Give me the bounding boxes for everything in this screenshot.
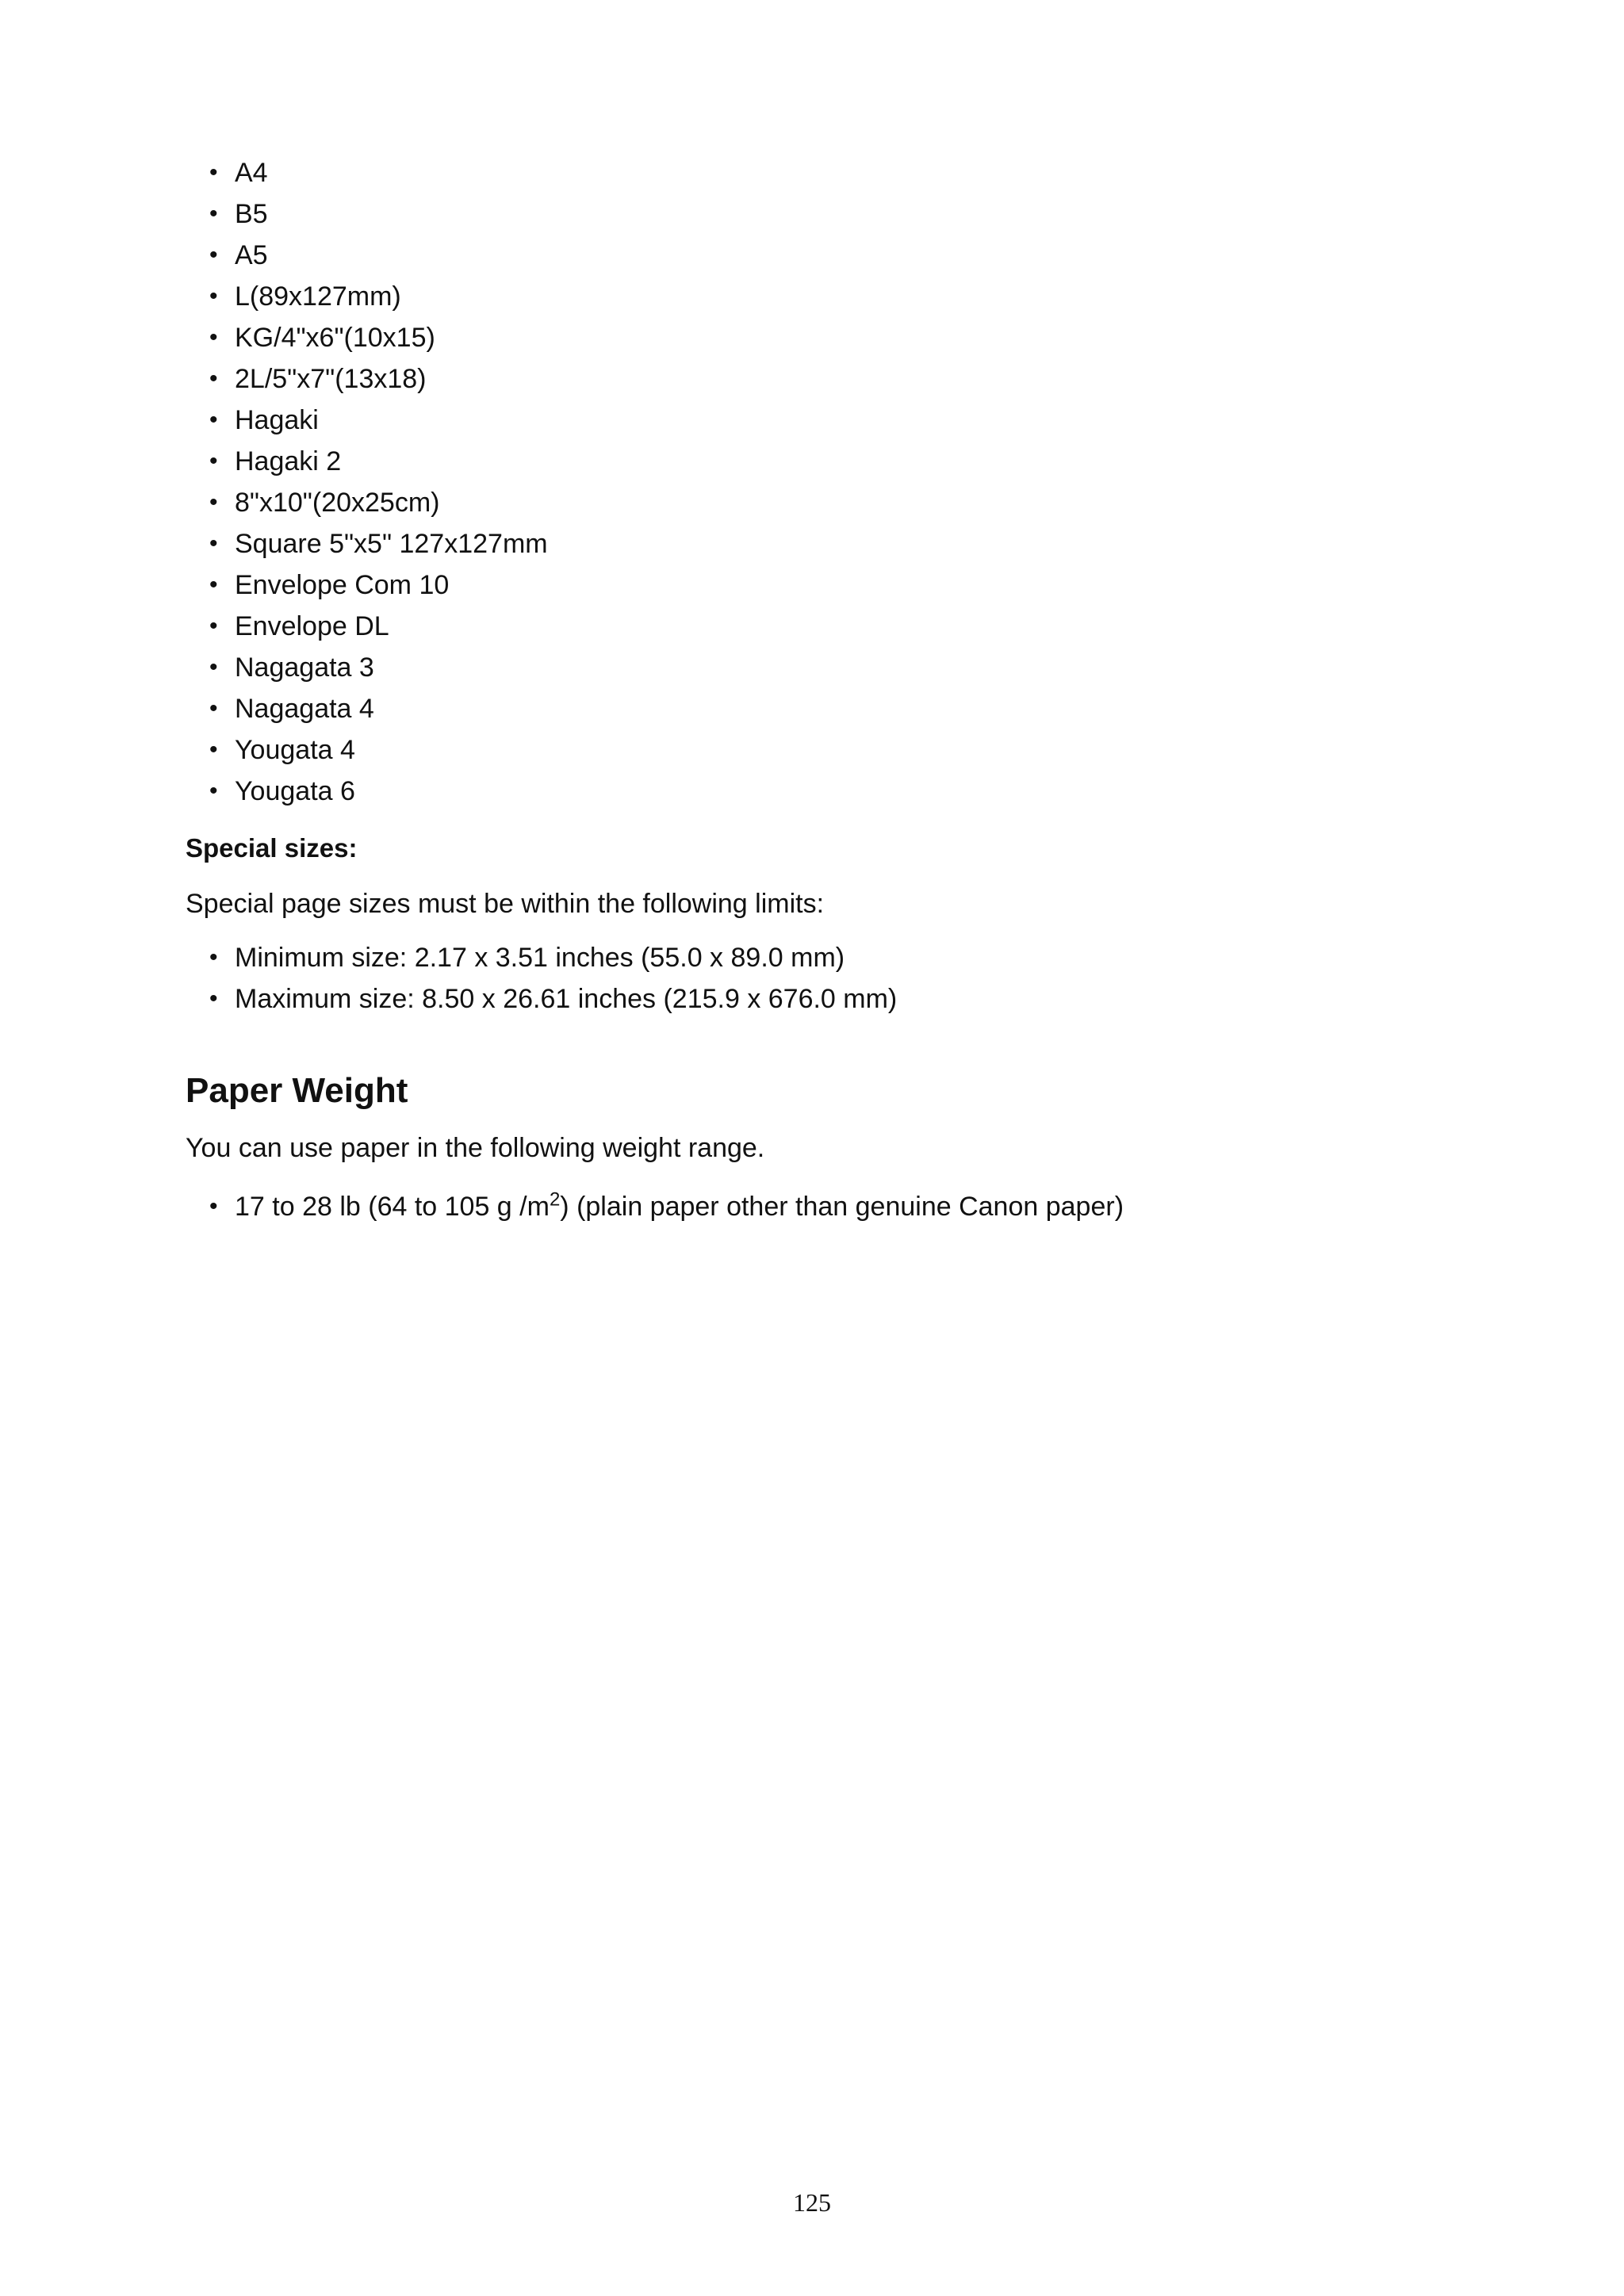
list-item: • L(89x127mm) <box>186 276 1454 317</box>
list-item: • A4 <box>186 152 1454 193</box>
list-item: • Nagagata 3 <box>186 647 1454 688</box>
list-item: • KG/4"x6"(10x15) <box>186 317 1454 358</box>
list-item: • Minimum size: 2.17 x 3.51 inches (55.0 x 89.0 mm) <box>186 937 1454 978</box>
page-content <box>186 152 1454 1229</box>
special-size-limits-list <box>186 937 1454 1020</box>
list-item: • B5 <box>186 193 1454 235</box>
paper-size-list <box>186 152 1454 812</box>
list-item: • Maximum size: 8.50 x 26.61 inches (215.9 x 676.0 mm) <box>186 978 1454 1020</box>
list-item: • Envelope DL <box>186 606 1454 647</box>
list-item: • Square 5"x5" 127x127mm <box>186 523 1454 564</box>
special-sizes-intro: Special page sizes must be within the following limits: <box>186 889 825 919</box>
superscript-exponent: 2 <box>549 1188 561 1211</box>
list-item: • Hagaki <box>186 400 1454 441</box>
list-item: • Nagagata 4 <box>186 688 1454 729</box>
special-sizes-heading: Special sizes: <box>186 833 358 863</box>
paper-weight-heading: Paper Weight <box>186 1071 408 1110</box>
paper-weight-intro: You can use paper in the following weight range. <box>186 1133 765 1163</box>
list-item: • A5 <box>186 235 1454 276</box>
list-item <box>186 1184 1454 1229</box>
list-item: • Yougata 6 <box>186 771 1454 812</box>
list-item: • 2L/5"x7"(13x18) <box>186 358 1454 400</box>
page-number: 125 <box>793 2188 831 2217</box>
list-item: • Yougata 4 <box>186 729 1454 771</box>
list-item: • 8"x10"(20x25cm) <box>186 482 1454 523</box>
paper-weight-list <box>186 1184 1454 1229</box>
weight-range-text: 17 to 28 lb (64 to 105 g /m <box>235 1192 550 1222</box>
list-item: • Hagaki 2 <box>186 441 1454 482</box>
list-item: • Envelope Com 10 <box>186 564 1454 606</box>
weight-range-note: ) (plain paper other than genuine Canon paper) <box>560 1192 1124 1222</box>
